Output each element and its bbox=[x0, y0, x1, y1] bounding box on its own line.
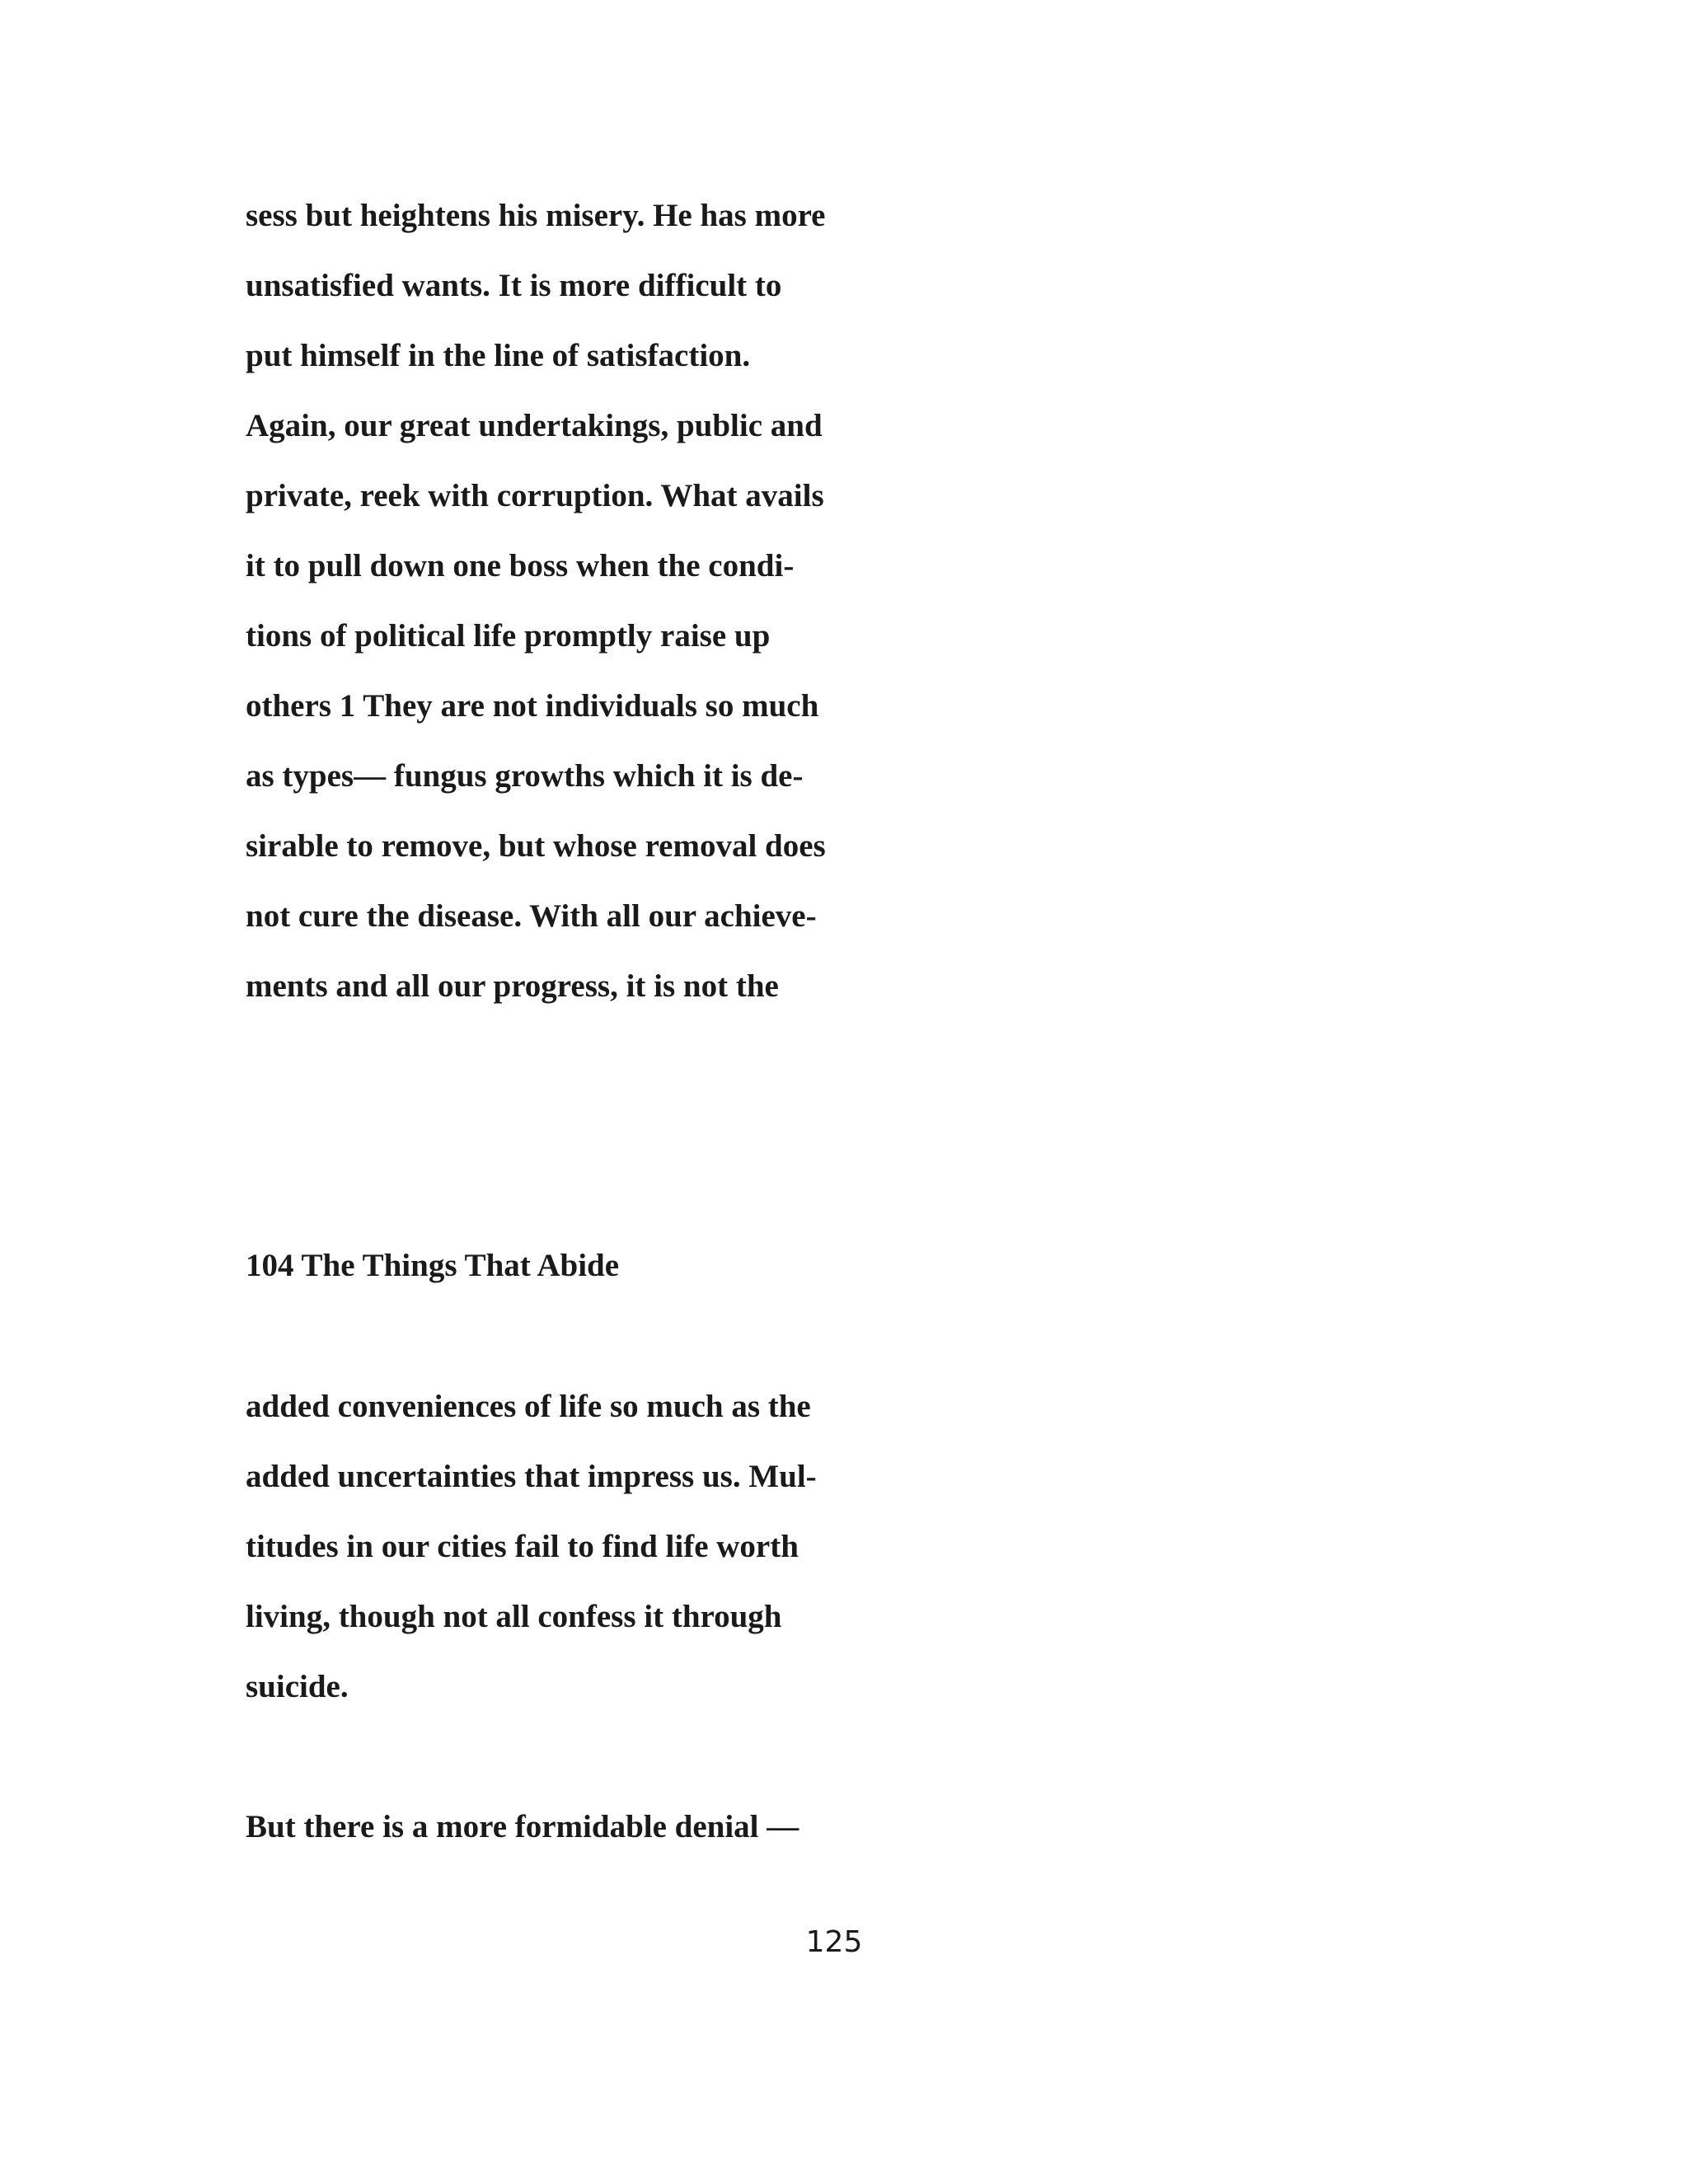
text-line: unsatisfied wants. It is more difficult to bbox=[246, 268, 782, 303]
page-number: 125 bbox=[805, 1925, 863, 1959]
text-line: as types— fungus growths which it is de- bbox=[246, 758, 804, 794]
text-line: suicide. bbox=[246, 1669, 349, 1704]
text-line: titudes in our cities fail to find life worth bbox=[246, 1529, 799, 1564]
text-line: ments and all our progress, it is not the bbox=[246, 968, 779, 1004]
text-line: others 1 They are not individuals so much bbox=[246, 688, 819, 724]
text-line: tions of political life promptly raise up bbox=[246, 618, 771, 654]
text-line: put himself in the line of satisfaction. bbox=[246, 338, 751, 373]
text-line: it to pull down one boss when the condi- bbox=[246, 548, 795, 583]
text-line: added conveniences of life so much as the bbox=[246, 1389, 811, 1424]
text-line: But there is a more formidable denial — bbox=[246, 1809, 799, 1844]
text-line: not cure the disease. With all our achieve- bbox=[246, 898, 817, 934]
running-header: 104 The Things That Abide bbox=[246, 1248, 620, 1283]
text-line: private, reek with corruption. What avails bbox=[246, 478, 824, 513]
text-line: sirable to remove, but whose removal does bbox=[246, 828, 826, 864]
text-line: Again, our great undertakings, public and bbox=[246, 408, 823, 443]
text-line: living, though not all confess it through bbox=[246, 1599, 782, 1634]
text-line: sess but heightens his misery. He has more bbox=[246, 198, 826, 233]
text-line: added uncertainties that impress us. Mul- bbox=[246, 1459, 817, 1494]
